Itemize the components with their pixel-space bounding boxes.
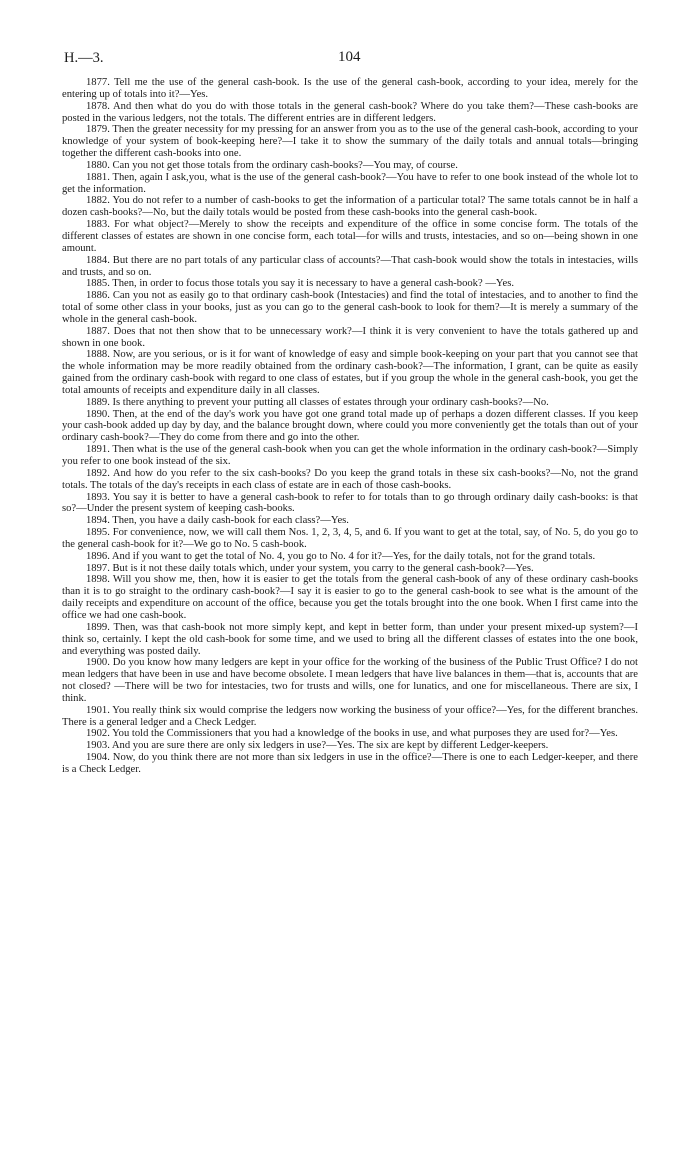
question-1899: 1899. Then, was that cash-book not more simply kept, and kept in better form, than under your present mixed-up system?—I think so, certainly. I kept the old cash-book for some time, and we used to bring all the different classes of estates into the one book, and everything was posted daily. — [62, 621, 638, 657]
question-1893: 1893. You say it is better to have a general cash-book to refer to for totals than to go through ordinary daily cash-books: is that so?—Under the present system of keeping cash-books. — [62, 491, 638, 515]
question-1889: 1889. Is there anything to prevent your putting all classes of estates through your ordinary cash-books?—No. — [86, 396, 549, 408]
question-1881: 1881. Then, again I ask,you, what is the use of the general cash-book?—You have to refer to one book instead of the whole lot to get the information. — [62, 171, 638, 195]
question-1885: 1885. Then, in order to focus those totals you say it is necessary to have a general cash-book? —Yes. — [86, 278, 514, 290]
series-reference: H.—3. — [64, 50, 104, 66]
question-1895: 1895. For convenience, now, we will call them Nos. 1, 2, 3, 4, 5, and 6. If you want to get at the total, say, of No. 5, do you go to the general cash-book for it?—We go to No. 5 cash-book. — [62, 527, 638, 550]
question-1880: 1880. Can you not get those totals from the ordinary cash-books?—You may, of course. — [86, 159, 458, 171]
testimony-body — [62, 77, 638, 776]
question-1903: 1903. And you are sure there are only six ledgers in use?—Yes. The six are kept by different Ledger-keepers. — [86, 740, 549, 752]
question-1904: 1904. Now, do you think there are not more than six ledgers in use in the office?—There is one to each Ledger-keeper, and there is a Check Ledger. — [62, 752, 638, 775]
question-1890: 1890. Then, at the end of the day's work you have got one grand total made up of perhaps a dozen different classes. If you keep your cash-book added up day by day, and the balance brought down, where could you more conveniently get the totals than out of your ordinary cash-book?—They do come from there and go into the other. — [62, 408, 638, 444]
question-1896: 1896. And if you want to get the total of No. 4, you go to No. 4 for it?—Yes, for the daily totals, not for the grand totals. — [86, 550, 596, 562]
question-1902: 1902. You told the Commissioners that you had a knowledge of the books in use, and what purposes they are used for?—Yes. — [86, 728, 618, 740]
question-1900: 1900. Do you know how many ledgers are kept in your office for the working of the business of the Public Trust Office? I do not mean ledgers that have been in use and have become obsolete. I mean ledgers that have live balances in them—that is, accounts that are not closed? —There will be two for intestacies, two for trusts and wills, one for lunatics, and one for miscellaneous. There are six, I think. — [62, 657, 638, 704]
question-1883: 1883. For what object?—Merely to show the receipts and expenditure of the office in some concise form. The totals of the different classes of estates are shown in one concise form, each total—for wills and trusts, intestacies, and so on—being shown in one amount. — [62, 219, 638, 254]
page-number: 104 — [338, 49, 361, 65]
question-1887: 1887. Does that not then show that to be unnecessary work?—I think it is very convenient to have the totals gathered up and shown in one book. — [62, 325, 638, 349]
question-1877: 1877. Tell me the use of the general cash-book. Is the use of the general cash-book, according to your idea, merely for the entering up of totals into it?—Yes. — [62, 77, 638, 100]
question-1898: 1898. Will you show me, then, how it is easier to get the totals from the general cash-book of any of these ordinary cash-books than it is to go straight to the ordinary cash-book?—I say it is easier to go to the general cash-book to see what is the amount of the daily receipts and expenditure on account of the office, because you get the totals brought into the one book. When I first came into the office we had one cash-book. — [62, 574, 638, 621]
question-1894: 1894. Then, you have a daily cash-book for each class?—Yes. — [86, 515, 349, 527]
question-1884: 1884. But there are no part totals of any particular class of accounts?—That cash-book would show the totals in intestacies, wills and trusts, and so on. — [62, 254, 638, 278]
question-1891: 1891. Then what is the use of the general cash-book when you can get the whole information in the ordinary cash-book?—Simply you refer to one book instead of the six. — [62, 444, 638, 467]
question-1901: 1901. You really think six would comprise the ledgers now working the business of your office?—Yes, for the different branches. There is a general ledger and a Check Ledger. — [62, 704, 638, 728]
question-1888: 1888. Now, are you serious, or is it for want of knowledge of easy and simple book-keeping on your part that you cannot see that the whole information may be more readily obtained from the ordinary cash-book?—The information, I grant, can be quite as easily gained from the ordinary cash-book with regard to one class of estates, but if you group the whole in the general cash-book, you get the total amounts of receipts and expenditure daily in all classes. — [62, 349, 638, 396]
question-1892: 1892. And how do you refer to the six cash-books? Do you keep the grand totals in these six cash-books?—No, not the grand totals. The totals of the day's receipts in each class of estate are in each of those cash-books. — [62, 467, 638, 491]
question-1879: 1879. Then the greater necessity for my pressing for an answer from you as to the use of the general cash-book, according to your knowledge of your system of book-keeping here?—I take it to show the summary of the daily totals and annual totals—bringing together the different cash-books into one. — [62, 124, 638, 160]
question-1878: 1878. And then what do you do with those totals in the general cash-book? Where do you take them?—These cash-books are posted in the various ledgers, not the totals. The different entries are in different ledgers. — [62, 100, 638, 124]
question-1897: 1897. But is it not these daily totals which, under your system, you carry to the general cash-book?—Yes. — [86, 562, 534, 574]
question-1882: 1882. You do not refer to a number of cash-books to get the information of a particular total? The same totals cannot be in half a dozen cash-books?—No, but the daily totals would be posted from these cash-books into the general cash-book. — [62, 195, 638, 219]
question-1886: 1886. Can you not as easily go to that ordinary cash-book (Intestacies) and find the total of intestacies, and to another to find the total of some other class in your books, just as you can go to the general cash-book to look for them?—It is merely a summary of the whole in the general cash-book. — [62, 290, 638, 325]
